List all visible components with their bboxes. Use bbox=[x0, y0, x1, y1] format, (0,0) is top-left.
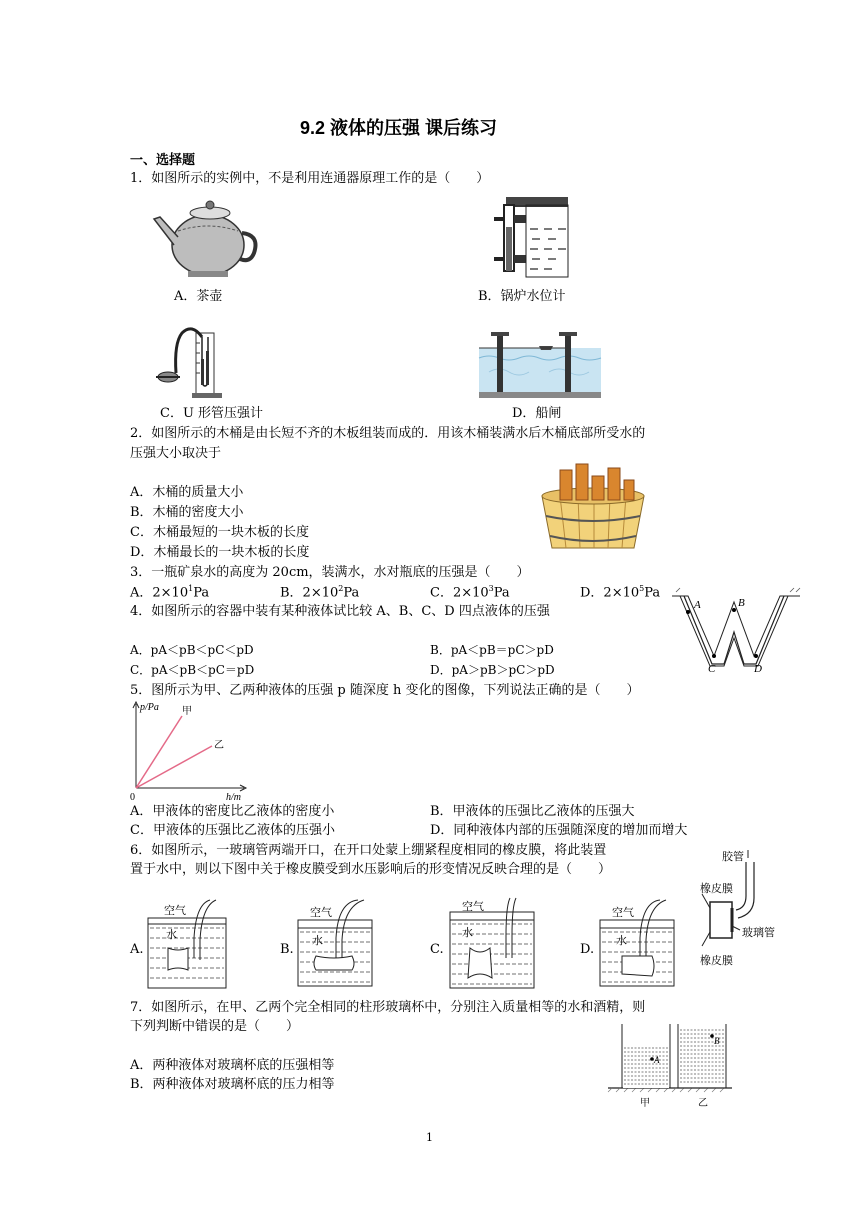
u-tube-manometer-image bbox=[152, 323, 222, 398]
q6-stem-line2: 置于水中，则以下图中关于橡皮膜受到水压影响后的形变情况反映合理的是（ ） bbox=[130, 862, 612, 877]
q3-unit: Pa bbox=[343, 585, 360, 601]
q5-option-d: D．同种液体内部的压强随深度的增加而增大 bbox=[430, 823, 688, 838]
point-b-label: B bbox=[714, 1036, 720, 1046]
q3-option-a bbox=[130, 584, 209, 601]
water-label: 水 bbox=[462, 926, 473, 939]
point-a-label: A bbox=[654, 1055, 660, 1065]
q6-option-d-label: D. bbox=[580, 942, 595, 957]
line-yi-label: 乙 bbox=[214, 740, 224, 751]
q3-option-c-base: C．2×10 bbox=[430, 585, 489, 601]
line-jia-label: 甲 bbox=[182, 706, 192, 717]
y-axis-label: p/Pa bbox=[140, 702, 159, 713]
page-title: 9.2 液体的压强 课后练习 bbox=[300, 118, 498, 138]
air-label: 空气 bbox=[462, 900, 484, 913]
q6-option-c-label: C. bbox=[430, 942, 444, 957]
q6-option-b-diagram bbox=[296, 898, 378, 990]
q7-option-b: B．两种液体对玻璃杯底的压力相等 bbox=[130, 1077, 335, 1092]
q1-option-d: D．船闸 bbox=[512, 406, 562, 421]
q3-option-b-exp: 2 bbox=[338, 584, 344, 593]
q4-stem: 4．如图所示的容器中装有某种液体试比较 A、B、C、D 四点液体的压强 bbox=[130, 604, 550, 619]
q1-option-a: A．茶壶 bbox=[174, 289, 223, 304]
q2-option-d: D．木桶最长的一块木板的长度 bbox=[130, 545, 310, 560]
q3-option-a-exp: 1 bbox=[188, 584, 194, 593]
cup-jia-label: 甲 bbox=[640, 1098, 650, 1109]
q3-option-c bbox=[430, 584, 510, 601]
q7-stem-line2: 下列判断中错误的是（ ） bbox=[130, 1019, 300, 1034]
origin-label: 0 bbox=[130, 792, 135, 803]
x-axis-label: h/m bbox=[226, 792, 241, 803]
q3-option-c-exp: 3 bbox=[488, 584, 494, 593]
q6-option-a-label: A. bbox=[130, 942, 144, 957]
q3-unit: Pa bbox=[193, 585, 210, 601]
w-container-diagram bbox=[672, 588, 802, 674]
q4-option-d: D．pA＞pB＞pC＞pD bbox=[430, 663, 555, 677]
q3-stem: 3．一瓶矿泉水的高度为 20cm，装满水，水对瓶底的压强是（ ） bbox=[130, 565, 530, 580]
q5-stem: 5．图所示为甲、乙两种液体的压强 p 随深度 h 变化的图像，下列说法正确的是（ ） bbox=[130, 683, 640, 698]
q6-option-c-diagram bbox=[448, 896, 538, 992]
boiler-gauge-image bbox=[494, 197, 569, 277]
water-label: 水 bbox=[616, 934, 627, 947]
point-d-label: D bbox=[754, 663, 762, 675]
q4-option-a: A．pA＜pB＜pC＜pD bbox=[130, 643, 254, 657]
water-label: 水 bbox=[312, 934, 323, 947]
q1-option-c: C．U 形管压强计 bbox=[160, 406, 264, 421]
two-cups-diagram bbox=[608, 1022, 732, 1108]
q3-unit: Pa bbox=[644, 585, 661, 601]
membrane-label-bottom: 橡皮膜 bbox=[700, 954, 733, 967]
q3-option-b bbox=[280, 584, 359, 601]
q6-stem-line1: 6．如图所示，一玻璃管两端开口，在开口处蒙上绷紧程度相同的橡皮膜，将此装置 bbox=[130, 843, 607, 858]
ship-lock-image bbox=[479, 328, 601, 398]
q6-option-d-diagram bbox=[598, 898, 678, 990]
air-label: 空气 bbox=[310, 906, 332, 919]
point-c-label: C bbox=[708, 663, 716, 675]
wooden-bucket-image bbox=[538, 462, 648, 554]
q2-stem-line1: 2．如图所示的木桶是由长短不齐的木板组装而成的．用该木桶装满水后木桶底部所受水的 bbox=[130, 426, 646, 441]
q1-stem: 1．如图所示的实例中，不是利用连通器原理工作的是（ ） bbox=[130, 171, 490, 186]
q3-unit: Pa bbox=[493, 585, 510, 601]
q5-option-c: C．甲液体的压强比乙液体的压强小 bbox=[130, 823, 335, 838]
q2-option-c: C．木桶最短的一块木板的长度 bbox=[130, 525, 309, 540]
q6-option-b-label: B. bbox=[280, 942, 294, 957]
teapot-image bbox=[150, 195, 260, 280]
q7-option-a: A．两种液体对玻璃杯底的压强相等 bbox=[130, 1058, 335, 1073]
air-label: 空气 bbox=[612, 906, 634, 919]
hose-label: 胶管 bbox=[722, 850, 744, 863]
air-label: 空气 bbox=[164, 904, 186, 917]
q6-option-a-diagram bbox=[146, 898, 228, 990]
q2-stem-line2: 压强大小取决于 bbox=[130, 446, 222, 461]
q7-stem-line1: 7．如图所示，在甲、乙两个完全相同的柱形玻璃杯中，分别注入质量相等的水和酒精，则 bbox=[130, 1000, 646, 1015]
q3-option-d-exp: 5 bbox=[639, 584, 645, 593]
q5-option-a: A．甲液体的密度比乙液体的密度小 bbox=[130, 804, 335, 819]
pressure-depth-graph bbox=[128, 700, 248, 803]
q5-option-b: B．甲液体的压强比乙液体的压强大 bbox=[430, 804, 635, 819]
q4-option-b: B．pA＜pB＝pC＞pD bbox=[430, 643, 554, 657]
q3-option-d bbox=[580, 584, 660, 601]
q1-option-b: B．锅炉水位计 bbox=[478, 289, 566, 304]
q2-option-a: A．木桶的质量大小 bbox=[130, 485, 244, 500]
water-label: 水 bbox=[166, 928, 177, 941]
q3-option-d-base: D．2×10 bbox=[580, 585, 640, 601]
page-number: 1 bbox=[426, 1131, 433, 1144]
point-b-label: B bbox=[738, 597, 745, 609]
section-heading: 一、选择题 bbox=[130, 152, 196, 167]
q6-apparatus-diagram bbox=[696, 846, 802, 971]
q3-option-a-base: A．2×10 bbox=[130, 585, 189, 601]
point-a-label: A bbox=[694, 599, 701, 611]
tube-label: 玻璃管 bbox=[742, 926, 775, 939]
membrane-label-top: 橡皮膜 bbox=[700, 882, 733, 895]
q2-option-b: B．木桶的密度大小 bbox=[130, 505, 244, 520]
q4-option-c: C．pA＜pB＜pC＝pD bbox=[130, 663, 255, 677]
q3-option-b-base: B．2×10 bbox=[280, 585, 339, 601]
cup-yi-label: 乙 bbox=[698, 1098, 708, 1109]
